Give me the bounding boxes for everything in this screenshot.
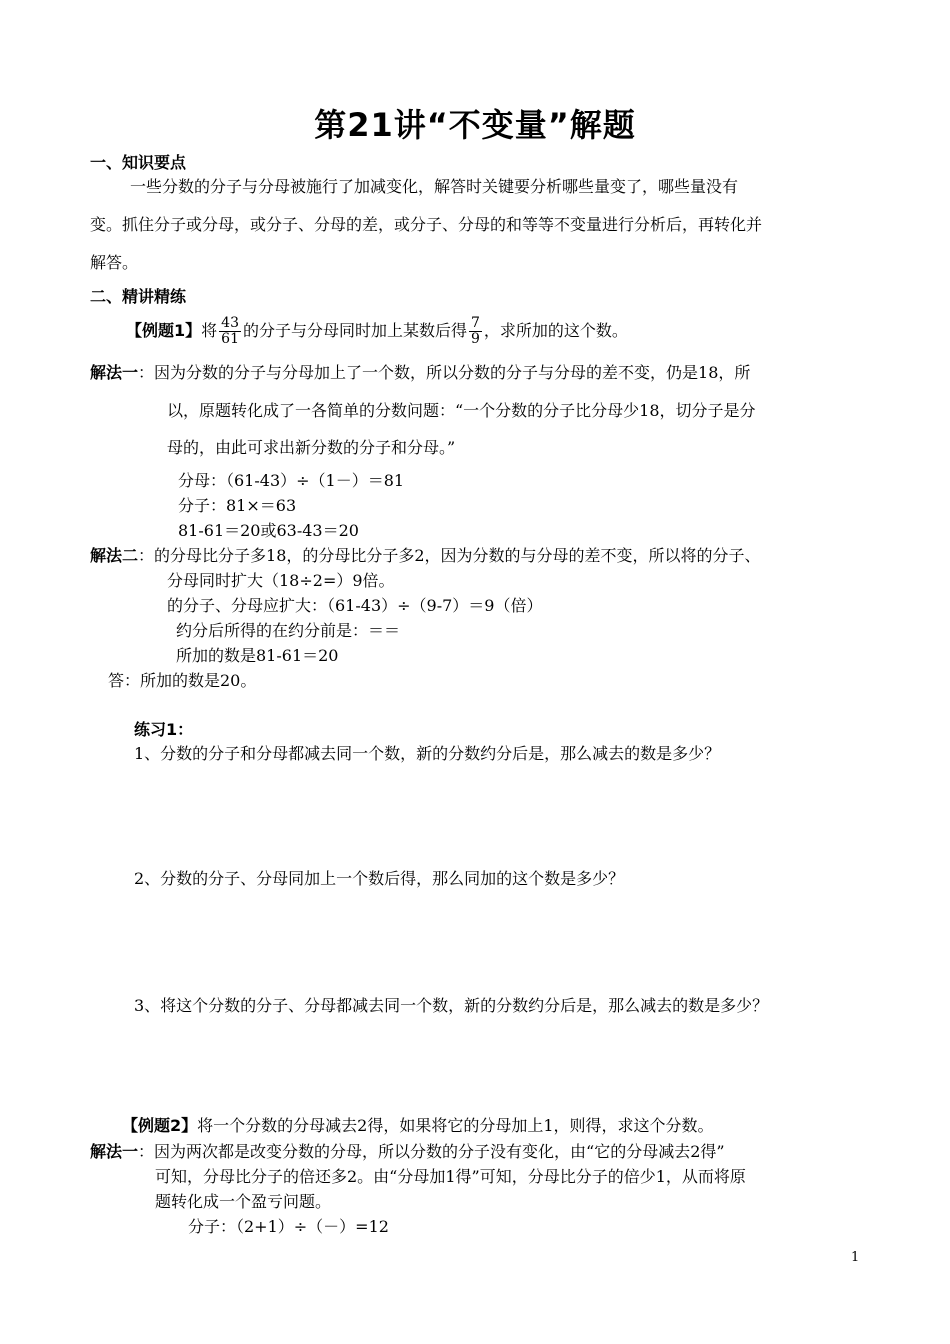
fraction-denominator: 9 <box>471 331 480 347</box>
example2-question-text: 将一个分数的分母减去2得，如果将它的分母加上1，则得，求这个分数。 <box>197 1116 714 1135</box>
section1-para-line3: 解答。 <box>90 253 139 272</box>
section2-heading: 二、精讲精练 <box>90 287 187 306</box>
example2-calc1: 分子：（2+1）÷（－）=12 <box>188 1217 389 1236</box>
example1-method2-line2: 分母同时扩大（18÷2=）9倍。 <box>167 571 395 590</box>
example2-method1-text: ：因为两次都是改变分数的分母，所以分数的分子没有变化，由“它的分母减去2得” <box>138 1142 725 1161</box>
method2-text: ：的分母比分子多18，的分母比分子多2，因为分数的与分母的差不变，所以将的分子、 <box>138 546 761 565</box>
example1-method1-line1 <box>90 360 750 383</box>
fraction-numerator: 7 <box>471 315 480 331</box>
fraction-numerator: 43 <box>221 315 239 331</box>
example1-calc3: 81-61＝20或63-43＝20 <box>178 521 359 540</box>
example1-method1-line3: 母的，由此可求出新分数的分子和分母。” <box>167 438 456 457</box>
practice1-q2: 2、分数的分子、分母同加上一个数后得，那么同加的这个数是多少？ <box>134 869 625 888</box>
method2-label: 解法二 <box>90 546 139 565</box>
example1-q-part3: ，求所加的这个数。 <box>483 321 628 340</box>
example1-method2-line4: 约分后所得的在约分前是：＝＝ <box>176 621 401 640</box>
example2-label: 【例题2】 <box>122 1116 198 1135</box>
example1-method1-line2: 以，原题转化成了一各简单的分数问题：“一个分数的分子比分母少18，切分子是分 <box>167 401 756 420</box>
example1-answer: 答：所加的数是20。 <box>108 671 257 690</box>
practice1-q1: 1、分数的分子和分母都减去同一个数，新的分数约分后是，那么减去的数是多少？ <box>134 744 721 763</box>
example2-method1-line1 <box>90 1139 725 1162</box>
section1-para-line2: 变。抓住分子或分母，或分子、分母的差，或分子、分母的和等等不变量进行分析后，再转化并 <box>90 215 763 234</box>
example2-method1-line2: 可知，分母比分子的倍还多2。由“分母加1得”可知，分母比分子的倍少1，从而将原 <box>155 1167 746 1186</box>
example1-method2-line3: 的分子、分母应扩大：（61-43）÷（9-7）＝9（倍） <box>167 596 543 615</box>
method1-label: 解法一 <box>90 363 139 382</box>
section1-heading: 一、知识要点 <box>90 153 187 172</box>
example1-method2-line1 <box>90 543 761 566</box>
example2-method1-line3: 题转化成一个盈亏问题。 <box>155 1192 332 1211</box>
fraction-denominator: 61 <box>221 331 239 347</box>
example1-q-part1: 将 <box>201 321 218 340</box>
section1-para-line1: 一些分数的分子与分母被施行了加减变化，解答时关键要分析哪些量变了，哪些量没有 <box>130 177 739 196</box>
page-number: 1 <box>851 1250 860 1265</box>
example1-calc2: 分子：81×＝63 <box>178 496 297 515</box>
practice1-q3: 3、将这个分数的分子、分母都减去同一个数，新的分数约分后是，那么减去的数是多少？ <box>134 996 769 1015</box>
example1-q-part2: 的分子与分母同时加上某数后得 <box>242 321 467 340</box>
method1-text: ：因为分数的分子与分母加上了一个数，所以分数的分子与分母的差不变，仍是18，所 <box>138 363 751 382</box>
fraction-7-9 <box>469 316 482 347</box>
example2-method1-label: 解法一 <box>90 1142 139 1161</box>
example1-method2-line5: 所加的数是81-61＝20 <box>176 646 339 665</box>
example2-question <box>122 1113 714 1136</box>
example1-question <box>126 312 628 350</box>
example1-calc1: 分母：（61-43）÷（1－）＝81 <box>178 471 405 490</box>
example1-label: 【例题1】 <box>126 321 202 340</box>
practice1-label: 练习1： <box>134 720 194 739</box>
page-title: 第21讲“不变量”解题 <box>314 106 636 144</box>
fraction-43-61 <box>219 316 241 347</box>
